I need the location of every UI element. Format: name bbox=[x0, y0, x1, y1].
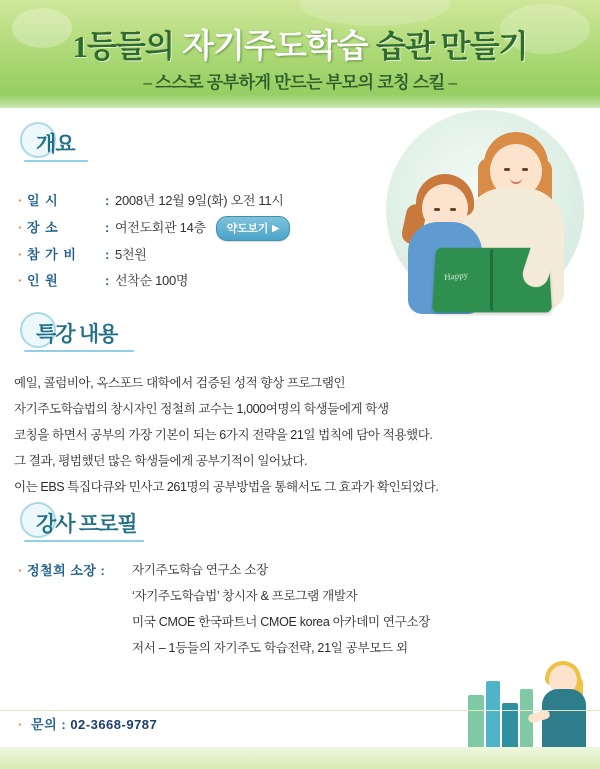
info-key: 일 시 bbox=[27, 193, 59, 208]
chevron-right-icon: ▶ bbox=[272, 222, 279, 233]
lecture-paragraph-line: 그 결과, 평범했던 많은 학생들에게 공부기적이 일어났다. bbox=[14, 454, 308, 468]
info-row bbox=[18, 270, 188, 289]
bullet-icon: · bbox=[18, 273, 23, 288]
info-colon: : bbox=[105, 273, 110, 288]
lecture-paragraph-line: 코칭을 하면서 공부의 가장 기본이 되는 6가지 전략을 21일 법칙에 담아 적용했다. bbox=[14, 428, 433, 442]
child-eye bbox=[450, 208, 456, 211]
title-part-1: 1등들의 bbox=[72, 29, 174, 64]
section-heading-lecture bbox=[30, 318, 117, 348]
teacher-and-books-illustration bbox=[464, 647, 594, 747]
title-part-3: 습관 만들기 bbox=[376, 29, 528, 64]
page-title bbox=[0, 20, 600, 67]
section-title-overview: 개요 bbox=[36, 132, 75, 156]
profile-line: 자기주도학습 연구소 소장 bbox=[132, 563, 268, 577]
info-key: 장 소 bbox=[27, 219, 59, 235]
map-view-button[interactable] bbox=[216, 216, 290, 241]
title-part-2: 자기주도학습 bbox=[182, 29, 368, 65]
info-value: 선착순 100명 bbox=[115, 273, 189, 288]
map-view-button-label: 약도보기 bbox=[226, 223, 269, 235]
section-heading-overview bbox=[30, 128, 75, 158]
info-row bbox=[18, 216, 290, 241]
lecture-paragraph-line: 자기주도학습법의 창시자인 정철희 교수는 1,000여명의 학생들에게 학생 bbox=[14, 402, 389, 416]
bullet-icon: · bbox=[18, 247, 23, 262]
info-value: 여전도회관 14층 bbox=[115, 219, 206, 235]
lecture-paragraph-line: 이는 EBS 특집다큐와 민사고 261명의 공부방법을 통해서도 그 효과가 확인되었다. bbox=[14, 480, 439, 494]
info-row bbox=[18, 190, 284, 209]
contact-phone: 02-3668-9787 bbox=[70, 717, 158, 732]
info-colon: : bbox=[105, 247, 110, 262]
mother-eye bbox=[522, 168, 528, 171]
section-heading-profile bbox=[30, 508, 137, 538]
footer-band bbox=[0, 747, 600, 769]
teacher-body bbox=[542, 689, 586, 747]
profile-line: ‘자기주도학습법’ 창시자 & 프로그램 개발자 bbox=[132, 589, 358, 603]
section-underline bbox=[24, 540, 144, 542]
mother-smile bbox=[510, 178, 522, 184]
info-colon: : bbox=[105, 193, 110, 208]
info-row bbox=[18, 244, 146, 263]
mother-and-child-reading-illustration bbox=[378, 110, 592, 320]
instructor-name-row bbox=[18, 560, 105, 579]
bullet-icon: · bbox=[18, 563, 23, 578]
lecture-body-text bbox=[14, 370, 534, 500]
info-key: 참 가 비 bbox=[27, 247, 77, 262]
header-banner bbox=[0, 0, 600, 108]
bullet-icon: · bbox=[18, 193, 23, 208]
bullet-icon: · bbox=[18, 717, 23, 732]
instructor-name: 정철희 소장 : bbox=[27, 563, 106, 578]
book-stack-item bbox=[486, 681, 500, 747]
profile-line: 미국 CMOE 한국파트너 CMOE korea 아카데미 연구소장 bbox=[132, 615, 431, 629]
contact-row bbox=[18, 714, 157, 733]
info-value: 2008년 12월 9일(화) 오전 11시 bbox=[115, 193, 284, 208]
bullet-icon: · bbox=[18, 219, 23, 235]
child-eye bbox=[434, 208, 440, 211]
section-title-lecture: 특강 내용 bbox=[36, 322, 118, 346]
profile-line: 저서 – 1등들의 자기주도 학습전략, 21일 공부모드 외 bbox=[132, 641, 408, 655]
info-colon: : bbox=[105, 219, 110, 235]
book-stack-item bbox=[468, 695, 484, 747]
lecture-paragraph-line: 예일, 콜럼비아, 옥스포드 대학에서 검증된 성적 향상 프로그램인 bbox=[14, 376, 346, 390]
info-value: 5천원 bbox=[115, 247, 147, 262]
info-key: 인 원 bbox=[27, 273, 59, 288]
divider bbox=[0, 710, 600, 711]
section-underline bbox=[24, 160, 88, 162]
section-title-profile: 강사 프로필 bbox=[36, 512, 137, 536]
mother-eye bbox=[504, 168, 510, 171]
section-underline bbox=[24, 350, 134, 352]
page-subtitle: – 스스로 공부하게 만드는 부모의 코칭 스킬 – bbox=[143, 73, 457, 92]
book-text: Happy bbox=[443, 269, 469, 283]
contact-label: 문의 : bbox=[31, 717, 67, 732]
